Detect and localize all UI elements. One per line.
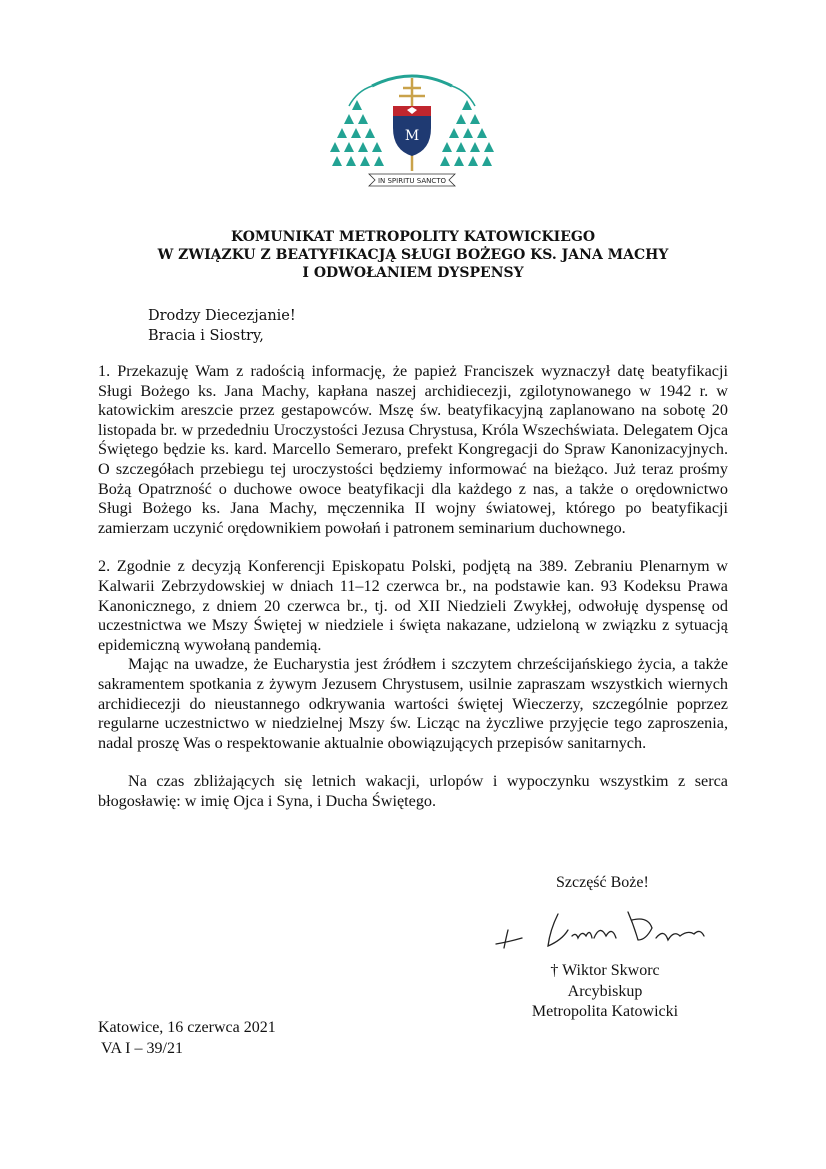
tassels-right — [440, 100, 494, 166]
paragraph-1: 1. Przekazuję Wam z radością informację, że papież Franciszek wyznaczył datę beatyfikacji Sługi Bożego ks. Jana Machy, kapłana naszej archidiecezji, zgilotynowanego w 1942 r. w katowickim areszcie przez gestapowców. Mszę św. beatyfikacyjną zaplanowano na sobotę 20 listopada br. w przededniu Uroczystości Jezusa Chrystusa, Króla Wszechświata. Delegatem Ojca Świętego będzie ks. kard. Marcello Semeraro, prefekt Kongregacji do Spraw Kanonizacyjnych. O szczegółach przebiegu tej uroczystości będziemy informować na bieżąco. Już teraz prośmy Bożą Opatrzność o duchowe owoce beatyfikacji dla każdego z nas, a także o orędownictwo Sługi Bożego ks. Jana Machy, męczennika II wojny światowej, którego po beatyfikacji zamierzam uczynić orędownikiem powołań i patronem seminarium duchownego. — [98, 362, 728, 537]
paragraph-4: Na czas zbliżających się letnich wakacji, urlopów i wypoczynku wszystkim z serca błogosławię: w imię Ojca i Syna, i Ducha Świętego. — [98, 772, 728, 810]
greeting-line-1: Drodzy Diecezjanie! — [148, 308, 296, 324]
signer-name: † Wiktor Skworc — [550, 962, 660, 979]
paragraph-3: Mając na uwadze, że Eucharystia jest źródłem i szczytem chrześcijańskiego życia, a także sakramentem spotkania z żywym Jezusem Chrystusem, usilnie zapraszam wszystkich wiernych archidiecezji do nieustannego odkrywania wartości świętej Wieczerzy, szczególnie poprzez regularne uczestnictwo w niedzielnej Mszy św. Licząc na życzliwe przyjęcie tego zaproszenia, nadal proszę Was o respektowanie aktualnie obowiązujących przepisów sanitarnych. — [98, 655, 728, 752]
signer-role: Arcybiskup — [567, 982, 643, 1000]
closing-greeting: Szczęść Boże! — [556, 874, 649, 891]
letter-body — [98, 362, 728, 811]
greeting — [148, 306, 296, 346]
motto-text: IN SPIRITU SANCTO — [377, 177, 447, 185]
signer-office: Metropolita Katowicki — [531, 1003, 679, 1020]
title-line-3: I ODWOŁANIEM DYSPENSY — [302, 265, 524, 281]
greeting-line-2: Bracia i Siostry, — [148, 328, 264, 344]
place-date-block — [98, 1018, 276, 1059]
title-line-2: W ZWIĄZKU Z BEATYFIKACJĄ SŁUGI BOŻEGO KS. JANA MACHY — [157, 247, 669, 263]
reference-number: VA I – 39/21 — [101, 1039, 183, 1057]
document-title — [98, 228, 728, 282]
coat-of-arms — [327, 66, 497, 196]
paragraph-2: 2. Zgodnie z decyzją Konferencji Episkopatu Polski, podjętą na 389. Zebraniu Plenarnym w Kalwarii Zebrzydowskiej w dniach 11–12 czerwca br., na podstawie kan. 93 Kodeksu Prawa Kanonicznego, z dniem 20 czerwca br., tj. od XII Niedzieli Zwykłej, odwołuję dyspensę od uczestnictwa we Mszy Świętej w niedziele i święta nakazane, udzieloną w związku z sytuacją epidemiczną wywołaną pandemią. — [98, 557, 728, 654]
handwritten-signature — [488, 900, 718, 956]
signer-block — [490, 961, 720, 1023]
place-date: Katowice, 16 czerwca 2021 — [98, 1019, 276, 1036]
shield-letter: M — [404, 128, 420, 144]
tassels-left — [330, 100, 384, 166]
title-line-1: KOMUNIKAT METROPOLITY KATOWICKIEGO — [230, 229, 596, 245]
